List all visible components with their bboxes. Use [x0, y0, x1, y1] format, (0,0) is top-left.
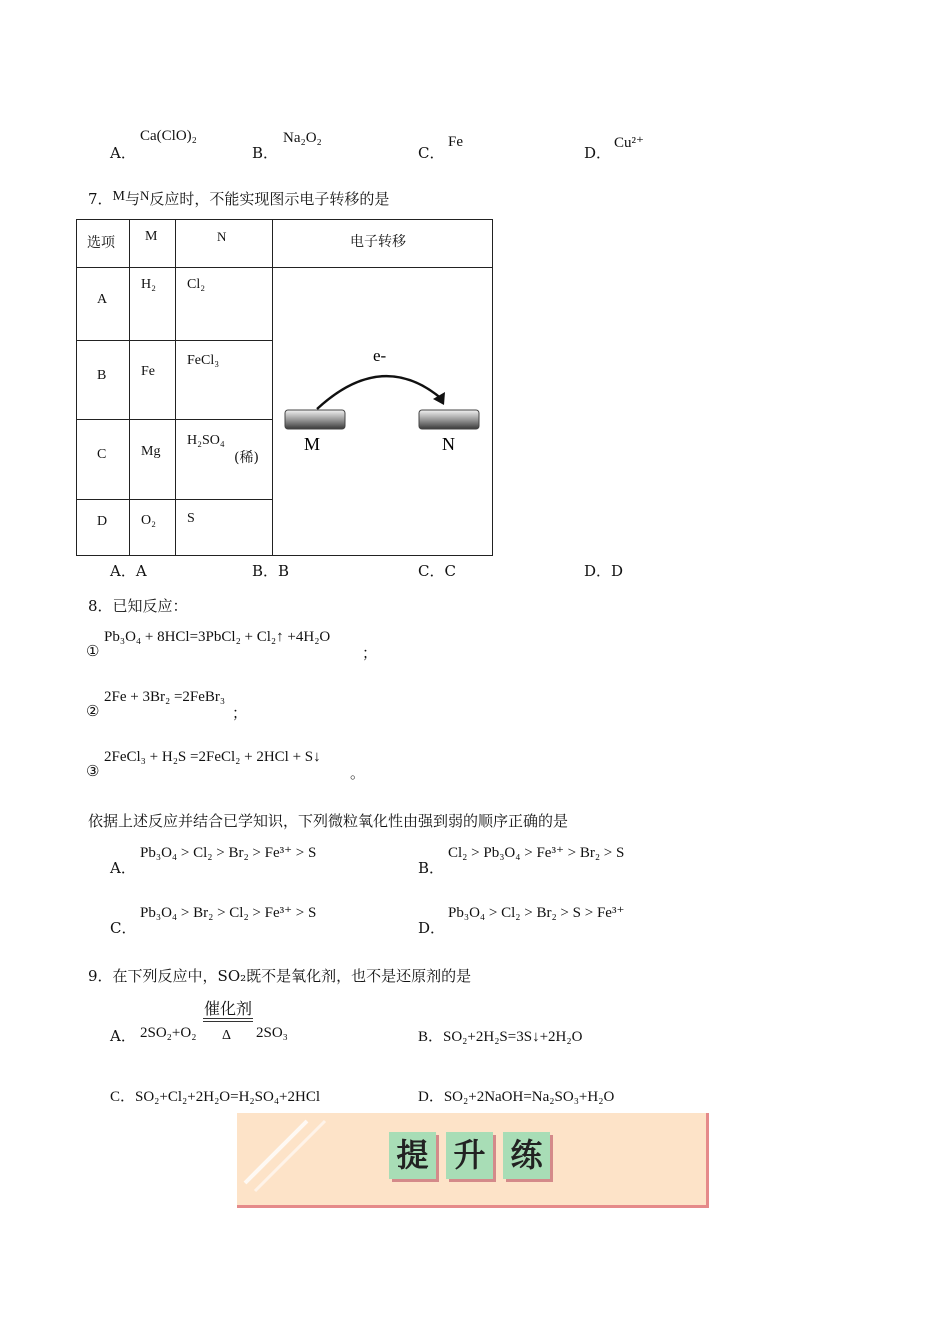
- q9-option-d: D．SO₂+2NaOH=Na₂SO₃+H₂O: [418, 1089, 615, 1105]
- q6-option-a-formula: Ca(ClO)₂: [140, 128, 197, 144]
- heat-symbol: Δ: [222, 1028, 232, 1043]
- q6-option-c-label: C．: [418, 144, 445, 162]
- electron-arrow: [317, 376, 443, 409]
- q8-option-a: Pb₃O₄ > Cl₂ > Br₂ > Fe³⁺ > S: [140, 845, 317, 861]
- q8-option-c: Pb₃O₄ > Br₂ > Cl₂ > Fe³⁺ > S: [140, 905, 317, 921]
- reaction-3: 2FeCl₃ + H₂S =2FeCl₂ + 2HCl + S↓: [104, 749, 321, 765]
- row-a-option: A: [97, 292, 108, 307]
- q9-stem: 9．在下列反应中，SO₂既不是氧化剂，也不是还原剂的是: [88, 967, 472, 985]
- row-b-option: B: [97, 368, 107, 383]
- equilibrium-line-bottom: [203, 1021, 253, 1022]
- row-c-option: C: [97, 447, 107, 462]
- q7-choice-a: A．A: [110, 562, 147, 580]
- reaction-2-end: ；: [232, 704, 248, 722]
- row-c-n: H₂SO₄: [187, 433, 225, 448]
- electron-label: e-: [373, 346, 387, 365]
- q8-stem: 8．已知反应：: [88, 597, 188, 615]
- row-c-m: Mg: [141, 444, 161, 459]
- banner-char-3: 练: [503, 1132, 550, 1179]
- n-label: N: [442, 434, 455, 454]
- q8-option-d: Pb₃O₄ > Cl₂ > Br₂ > S > Fe³⁺: [448, 905, 625, 921]
- reaction-1-marker: ①: [86, 642, 100, 660]
- electron-transfer-diagram: [273, 268, 491, 554]
- equilibrium-line-top: [203, 1018, 253, 1019]
- row-c-n-note: (稀): [234, 450, 259, 466]
- reaction-3-end: 。: [350, 764, 366, 782]
- reaction-1: Pb₃O₄ + 8HCl=3PbCl₂ + Cl₂↑ +4H₂O: [104, 629, 331, 645]
- reaction-2-marker: ②: [86, 702, 100, 720]
- q7-choice-b: B．B: [252, 562, 290, 580]
- table-header-m: M: [145, 229, 158, 244]
- reaction-3-marker: ③: [86, 762, 100, 780]
- q7-choice-c: C．C: [418, 562, 456, 580]
- q9-option-a-label: A．: [110, 1027, 136, 1045]
- q9-option-a-left: 2SO₂+O₂: [140, 1025, 197, 1041]
- m-electrode: [285, 410, 345, 429]
- table-header-option: 选项: [87, 235, 115, 251]
- table-header-electron-transfer: 电子转移: [350, 234, 406, 250]
- row-b-n: FeCl₃: [187, 353, 220, 368]
- q6-option-c-formula: Fe: [448, 134, 463, 150]
- row-a-n: Cl₂: [187, 277, 206, 292]
- q7-choice-d: D．D: [584, 562, 624, 580]
- q6-option-b-formula: Na₂O₂: [283, 130, 322, 146]
- q6-option-d-formula: Cu²⁺: [614, 135, 644, 151]
- q8-option-b: Cl₂ > Pb₃O₄ > Fe³⁺ > Br₂ > S: [448, 845, 625, 861]
- table-header-n: N: [217, 229, 227, 244]
- practice-section-banner: [237, 1113, 709, 1208]
- q7-table: [76, 219, 493, 556]
- banner-char-1: 提: [389, 1132, 436, 1179]
- reaction-2: 2Fe + 3Br₂ =2FeBr₃: [104, 689, 226, 705]
- banner-decoration: [237, 1113, 367, 1203]
- q8-option-d-label: D．: [418, 919, 446, 937]
- row-d-option: D: [97, 514, 108, 529]
- q8-question: 依据上述反应并结合已学知识，下列微粒氧化性由强到弱的顺序正确的是: [88, 812, 569, 830]
- q8-option-b-label: B．: [418, 859, 445, 877]
- reaction-1-end: ；: [362, 644, 378, 662]
- q8-option-a-label: A．: [110, 859, 136, 877]
- banner-char-2: 升: [446, 1132, 493, 1179]
- row-a-m: H₂: [141, 277, 156, 292]
- q6-option-d-label: D．: [584, 144, 612, 162]
- q7-stem: 7．M与N反应时，不能实现图示电子转移的是: [88, 188, 390, 208]
- q9-option-a-right: 2SO₃: [256, 1025, 288, 1041]
- row-b-m: Fe: [141, 364, 155, 379]
- q9-option-b: B．SO₂+2H₂S=3S↓+2H₂O: [418, 1029, 583, 1045]
- m-label: M: [304, 434, 321, 454]
- catalyst-label: 催化剂: [204, 999, 253, 1018]
- row-d-n: S: [187, 511, 195, 526]
- q8-option-c-label: C．: [110, 919, 137, 937]
- q9-option-c: C．SO₂+Cl₂+2H₂O=H₂SO₄+2HCl: [110, 1089, 321, 1105]
- q6-option-a-label: A．: [110, 144, 136, 162]
- n-electrode: [419, 410, 479, 429]
- q6-option-b-label: B．: [252, 144, 279, 162]
- row-d-m: O₂: [141, 513, 156, 528]
